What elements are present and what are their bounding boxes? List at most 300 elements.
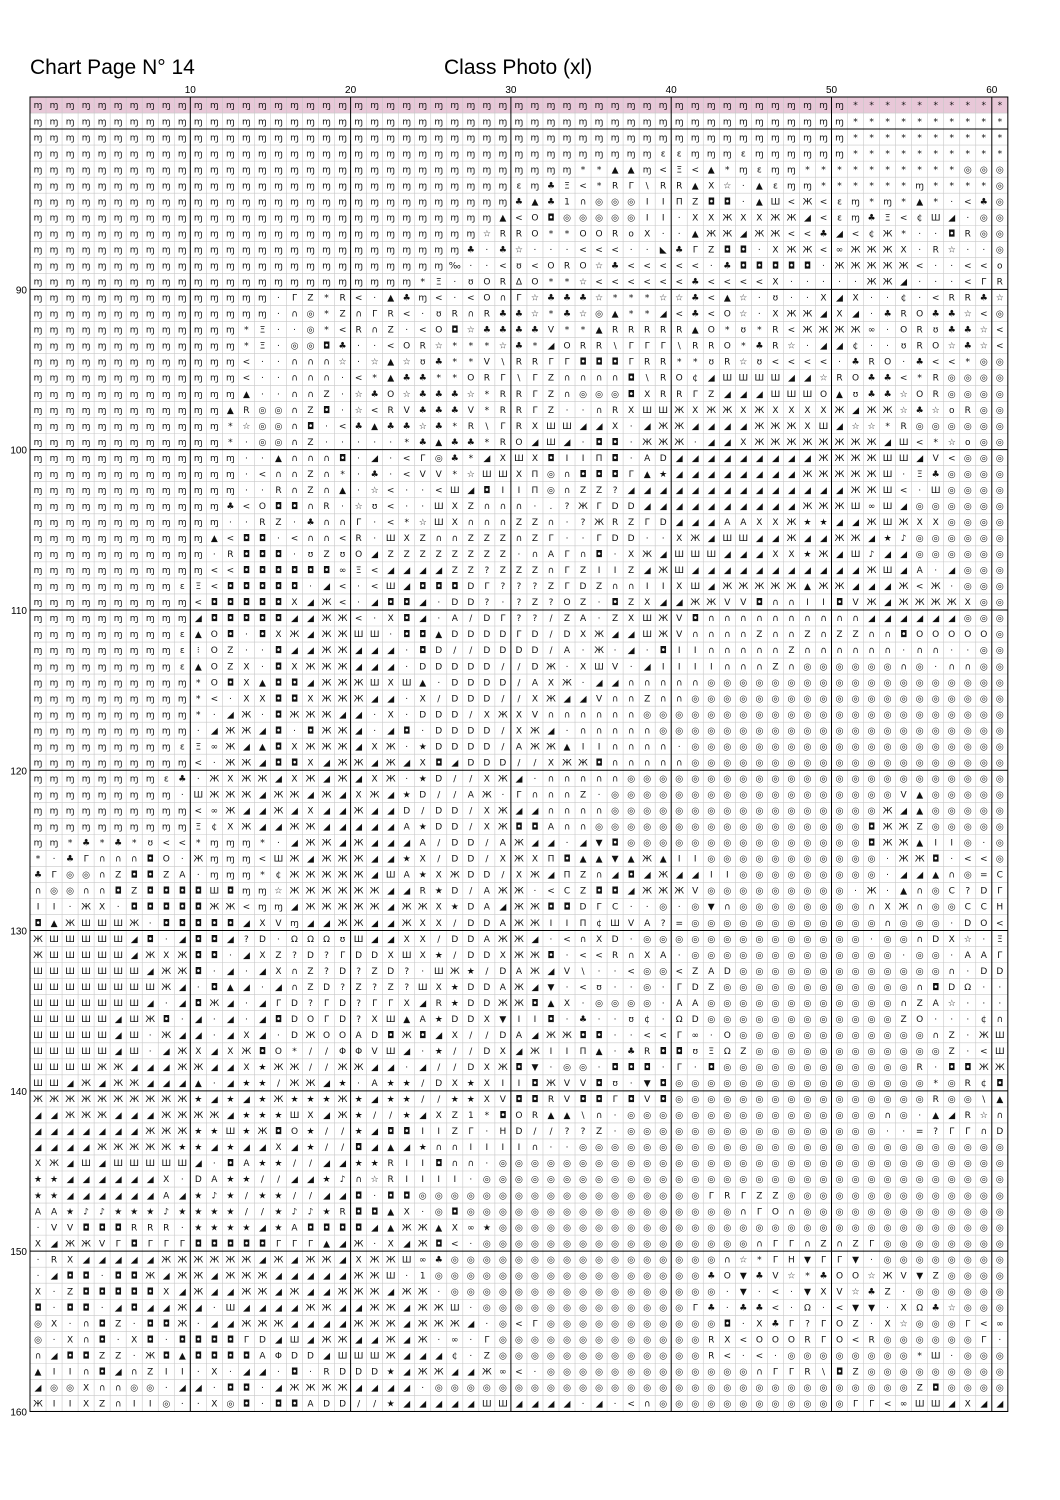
stitch-symbol: · (277, 341, 280, 352)
stitch-symbol: X (547, 678, 555, 689)
stitch-symbol: Ж (321, 902, 332, 913)
stitch-symbol: ♣ (578, 293, 588, 304)
stitch-symbol: ɱ (113, 646, 123, 657)
stitch-symbol: X (499, 453, 506, 464)
stitch-symbol: ◢ (451, 758, 459, 769)
stitch-symbol: ▲ (226, 982, 234, 993)
stitch-symbol: · (261, 662, 264, 673)
stitch-symbol: ◢ (114, 1303, 122, 1314)
stitch-symbol: ◎ (819, 934, 828, 945)
stitch-symbol: ◎ (675, 1367, 684, 1378)
stitch-symbol: · (421, 501, 425, 512)
stitch-symbol: ◢ (66, 1175, 74, 1186)
stitch-symbol: Ш (113, 934, 123, 945)
stitch-symbol: ∩ (804, 1239, 811, 1250)
stitch-symbol: ɱ (97, 309, 107, 320)
stitch-symbol: I (613, 566, 617, 577)
stitch-symbol: ◢ (178, 1383, 186, 1394)
stitch-symbol: ★ (274, 1223, 283, 1234)
stitch-symbol: · (966, 245, 970, 256)
stitch-symbol: ɱ (129, 710, 139, 721)
stitch-symbol: Ш (369, 678, 380, 689)
stitch-symbol: ♣ (771, 1319, 780, 1330)
stitch-symbol: ɱ (81, 245, 91, 256)
stitch-symbol: · (244, 485, 248, 496)
stitch-symbol: R (611, 229, 619, 240)
stitch-symbol: · (180, 790, 184, 801)
stitch-symbol: ☆ (739, 293, 748, 304)
stitch-symbol: ☆ (530, 293, 539, 304)
stitch-symbol: ◘ (675, 1046, 683, 1057)
stitch-symbol: O (916, 630, 924, 641)
stitch-symbol: ◢ (114, 1014, 122, 1025)
stitch-symbol: ▼ (499, 1014, 507, 1025)
stitch-symbol: ɱ (177, 213, 187, 224)
stitch-symbol: ◎ (739, 742, 748, 753)
stitch-symbol: ★ (418, 742, 427, 753)
stitch-symbol: ∩ (563, 373, 571, 384)
stitch-symbol: ◢ (242, 950, 250, 961)
stitch-symbol: \ (982, 1095, 986, 1106)
stitch-symbol: ◎ (851, 710, 860, 721)
stitch-symbol: ɱ (177, 501, 187, 512)
stitch-symbol: ◎ (547, 1303, 555, 1314)
stitch-symbol: ◎ (659, 1159, 668, 1170)
stitch-symbol: ◎ (627, 1127, 636, 1138)
stitch-symbol: ɱ (530, 181, 540, 192)
stitch-symbol: · (405, 325, 409, 336)
stitch-symbol: ◎ (691, 806, 700, 817)
stitch-symbol: ▲ (900, 886, 908, 897)
stitch-symbol: ∩ (820, 630, 827, 641)
stitch-symbol: Ж (818, 437, 829, 448)
stitch-symbol: ◎ (851, 950, 860, 961)
stitch-symbol: Γ (820, 1319, 826, 1330)
stitch-symbol: · (629, 245, 633, 256)
stitch-symbol: ◎ (787, 1383, 796, 1394)
stitch-symbol: X (435, 918, 442, 929)
stitch-symbol: ◎ (867, 982, 876, 993)
stitch-symbol: D (659, 453, 667, 464)
stitch-symbol: X (772, 405, 779, 416)
stitch-symbol: I (517, 1079, 521, 1090)
stitch-symbol: ♣ (546, 197, 556, 208)
stitch-symbol: * (933, 181, 938, 192)
stitch-symbol: ◎ (659, 1255, 668, 1266)
stitch-symbol: Ж (898, 582, 909, 593)
stitch-symbol: ɱ (113, 534, 123, 545)
stitch-symbol: ◢ (194, 1014, 202, 1025)
stitch-symbol: Ж (353, 838, 364, 849)
stitch-symbol: Ж (802, 501, 813, 512)
stitch-symbol: Ж (898, 598, 909, 609)
stitch-symbol: · (645, 646, 649, 657)
stitch-symbol: ◎ (691, 1079, 700, 1090)
stitch-symbol: Ж (81, 1079, 91, 1090)
stitch-symbol: Ш (738, 373, 749, 384)
stitch-symbol: Z (852, 1239, 859, 1250)
stitch-symbol: Ξ (435, 277, 442, 288)
stitch-symbol: * (869, 197, 874, 208)
stitch-symbol: ◢ (403, 1351, 411, 1362)
stitch-symbol: ∩ (932, 1030, 939, 1041)
stitch-symbol: ɱ (338, 101, 347, 112)
stitch-symbol: < (579, 181, 587, 192)
stitch-symbol: Ж (321, 854, 332, 865)
stitch-symbol: ∩ (643, 742, 651, 753)
stitch-symbol: ◘ (194, 950, 202, 961)
stitch-symbol: Ж (305, 822, 316, 833)
stitch-symbol: ◎ (899, 1143, 908, 1154)
stitch-symbol: ◎ (995, 469, 1004, 480)
stitch-symbol: ɱ (434, 245, 444, 256)
stitch-symbol: ★ (418, 870, 427, 881)
stitch-symbol: ɱ (97, 101, 107, 112)
stitch-symbol: ♣ (33, 870, 43, 881)
stitch-symbol: R (660, 373, 667, 384)
stitch-symbol: * (837, 165, 842, 176)
stitch-symbol: Ш (49, 1079, 59, 1090)
stitch-symbol: Z (579, 485, 587, 496)
stitch-symbol: ɱ (193, 101, 203, 112)
stitch-symbol: ◎ (675, 1191, 684, 1202)
stitch-symbol: D (451, 710, 459, 721)
stitch-symbol: R (836, 373, 843, 384)
stitch-symbol: ◎ (883, 1207, 892, 1218)
stitch-symbol: ? (356, 1014, 362, 1025)
stitch-symbol: ɱ (145, 790, 155, 801)
stitch-symbol: ◎ (514, 1191, 523, 1202)
stitch-symbol: ◎ (787, 870, 796, 881)
stitch-symbol: ∩ (435, 1143, 443, 1154)
stitch-symbol: ◎ (867, 774, 876, 785)
stitch-symbol: < (739, 1335, 748, 1346)
stitch-symbol: Ж (706, 598, 717, 609)
stitch-symbol: ☆ (354, 389, 363, 400)
stitch-symbol: ◘ (611, 453, 619, 464)
stitch-symbol: · (421, 1383, 425, 1394)
stitch-symbol: ɱ (145, 213, 155, 224)
stitch-symbol: ɱ (129, 485, 139, 496)
stitch-symbol: * (821, 165, 826, 176)
stitch-symbol: ◘ (146, 870, 154, 881)
stitch-symbol: ◎ (739, 854, 748, 865)
stitch-symbol: Z (451, 1111, 458, 1122)
stitch-symbol: ◎ (514, 1175, 523, 1186)
stitch-symbol: ◘ (579, 1095, 587, 1106)
stitch-symbol: ◎ (867, 1046, 876, 1057)
stitch-symbol: ◎ (643, 1351, 652, 1362)
stitch-symbol: Ξ (564, 181, 570, 192)
stitch-symbol: ∩ (996, 1111, 1004, 1122)
stitch-symbol: Ж (289, 870, 300, 881)
stitch-symbol: R (804, 1367, 811, 1378)
stitch-symbol: Γ (420, 453, 426, 464)
stitch-symbol: ◎ (579, 213, 587, 224)
stitch-symbol: · (709, 261, 713, 272)
stitch-symbol: Ж (866, 886, 877, 897)
stitch-symbol: ◢ (884, 437, 892, 448)
stitch-symbol: Z (916, 1383, 923, 1394)
stitch-symbol: ◎ (514, 1207, 523, 1218)
stitch-symbol: ◢ (242, 1143, 250, 1154)
stitch-symbol: · (485, 1319, 489, 1330)
stitch-symbol: Γ (837, 1255, 843, 1266)
stitch-symbol: ∩ (675, 758, 683, 769)
stitch-symbol: ◎ (434, 1271, 443, 1282)
stitch-symbol: < (643, 261, 651, 272)
stitch-symbol: ◢ (755, 501, 763, 512)
stitch-symbol: I (421, 1159, 425, 1170)
stitch-symbol: ɱ (113, 710, 123, 721)
stitch-symbol: O (723, 1271, 731, 1282)
stitch-symbol: / (469, 806, 473, 817)
stitch-symbol: ɱ (466, 181, 476, 192)
stitch-symbol: ɱ (450, 213, 460, 224)
stitch-symbol: ◎ (643, 806, 652, 817)
stitch-symbol: * (741, 341, 746, 352)
stitch-symbol: ◢ (258, 790, 266, 801)
stitch-symbol: ∩ (114, 854, 122, 865)
stitch-symbol: * (901, 101, 906, 112)
stitch-symbol: ɱ (434, 213, 444, 224)
stitch-symbol: ɱ (161, 790, 171, 801)
stitch-symbol: Ж (866, 485, 877, 496)
stitch-symbol: ◎ (787, 1030, 796, 1041)
stitch-symbol: ɱ (450, 229, 460, 240)
stitch-symbol: D (948, 982, 956, 993)
stitch-symbol: Γ (692, 245, 698, 256)
stitch-symbol: ◎ (547, 1271, 555, 1282)
stitch-symbol: ♣ (707, 1271, 716, 1282)
stitch-symbol: ◎ (643, 1207, 652, 1218)
stitch-symbol: ɱ (290, 101, 299, 112)
stitch-symbol: ◎ (787, 1191, 796, 1202)
stitch-symbol: ◎ (675, 1399, 684, 1410)
stitch-symbol: ∩ (659, 678, 667, 689)
stitch-symbol: ◎ (739, 966, 748, 977)
stitch-symbol: ◎ (611, 197, 620, 208)
stitch-symbol: < (418, 325, 427, 336)
stitch-symbol: / (437, 934, 441, 945)
stitch-symbol: ɱ (161, 726, 171, 737)
stitch-symbol: A (547, 822, 555, 833)
stitch-symbol: ◎ (707, 742, 716, 753)
stitch-symbol: Z (467, 550, 474, 561)
stitch-symbol: O (579, 261, 587, 272)
stitch-symbol: · (244, 646, 248, 657)
stitch-symbol: ◢ (307, 1287, 314, 1298)
stitch-symbol: ★ (402, 1079, 411, 1090)
stitch-symbol: ★ (274, 1191, 283, 1202)
stitch-symbol: Ж (786, 534, 797, 545)
stitch-symbol: Ж (353, 886, 364, 897)
stitch-symbol: ɱ (161, 133, 171, 144)
stitch-symbol: ◎ (979, 694, 988, 705)
stitch-symbol: Ξ (708, 1046, 715, 1057)
stitch-symbol: ∞ (867, 501, 876, 512)
stitch-symbol: ɱ (338, 245, 347, 256)
stitch-symbol: ◢ (323, 774, 331, 785)
stitch-symbol: X (451, 518, 458, 528)
stitch-symbol: · (565, 405, 569, 416)
stitch-symbol: R (900, 421, 907, 432)
stitch-symbol: ◎ (979, 1351, 988, 1362)
stitch-symbol: Z (628, 566, 635, 577)
stitch-symbol: ◎ (835, 1111, 844, 1122)
stitch-symbol: · (661, 998, 665, 1009)
stitch-symbol: / (244, 1207, 248, 1218)
stitch-symbol: ◎ (947, 1255, 956, 1266)
stitch-symbol: ◢ (948, 614, 956, 625)
stitch-symbol: ɱ (161, 550, 171, 561)
stitch-symbol: ɱ (242, 181, 251, 192)
stitch-symbol: ɱ (322, 101, 331, 112)
stitch-symbol: ◢ (739, 421, 747, 432)
stitch-symbol: Ж (417, 1303, 428, 1314)
stitch-symbol: ◘ (114, 1287, 122, 1298)
stitch-symbol: ◎ (835, 1399, 844, 1410)
stitch-symbol: Ж (369, 886, 380, 897)
stitch-symbol: ◎ (947, 1383, 956, 1394)
stitch-symbol: ɱ (49, 550, 59, 561)
stitch-symbol: ◢ (403, 1319, 411, 1330)
stitch-symbol: < (627, 966, 635, 977)
stitch-symbol: ◎ (979, 1255, 988, 1266)
stitch-symbol: ◎ (723, 694, 732, 705)
stitch-symbol: D (467, 854, 475, 865)
stitch-symbol: Z (579, 790, 587, 801)
stitch-symbol: ◎ (995, 197, 1004, 208)
stitch-symbol: ◘ (835, 598, 844, 609)
stitch-symbol: ɱ (177, 405, 187, 416)
stitch-symbol: ◎ (691, 1287, 700, 1298)
stitch-symbol: ɱ (65, 566, 75, 577)
stitch-symbol: ◢ (547, 1399, 555, 1410)
stitch-symbol: ◎ (995, 1255, 1004, 1266)
stitch-symbol: I (934, 838, 938, 849)
stitch-symbol: ◎ (931, 774, 940, 785)
stitch-symbol: ◎ (755, 678, 764, 689)
stitch-symbol: ◎ (659, 934, 668, 945)
stitch-symbol: ◘ (996, 1079, 1004, 1090)
stitch-symbol: ∩ (467, 518, 475, 528)
stitch-symbol: ◎ (899, 1255, 908, 1266)
stitch-symbol: Ж (866, 437, 877, 448)
stitch-symbol: X (964, 598, 971, 609)
stitch-symbol: * (757, 1255, 762, 1266)
stitch-symbol: · (389, 630, 393, 641)
stitch-symbol: ɱ (145, 293, 155, 304)
stitch-symbol: I (68, 1367, 72, 1378)
stitch-symbol: O (531, 213, 539, 224)
stitch-symbol: ▲ (194, 662, 202, 673)
stitch-symbol: D (467, 950, 475, 961)
stitch-symbol: ◎ (803, 742, 812, 753)
stitch-symbol: ɱ (258, 293, 267, 304)
stitch-symbol: ◎ (595, 1223, 603, 1234)
stitch-symbol: · (629, 1030, 633, 1041)
stitch-symbol: ▲ (323, 1239, 331, 1250)
stitch-symbol: R (964, 1079, 971, 1090)
stitch-symbol: ◎ (995, 437, 1004, 448)
stitch-symbol: · (549, 245, 553, 256)
stitch-symbol: ɱ (145, 437, 155, 448)
stitch-symbol: ◎ (739, 998, 748, 1009)
stitch-symbol: ɱ (49, 389, 59, 400)
stitch-symbol: ɱ (177, 758, 187, 769)
stitch-symbol: Ж (482, 1367, 492, 1378)
stitch-symbol: I (645, 197, 649, 208)
stitch-symbol: ◎ (739, 934, 748, 945)
stitch-symbol: ◎ (835, 774, 844, 785)
stitch-symbol: ◘ (210, 1239, 218, 1250)
stitch-symbol: ◘ (274, 1127, 283, 1138)
stitch-symbol: Ж (321, 1383, 332, 1394)
stitch-symbol: ◎ (691, 1095, 700, 1106)
stitch-symbol: ☆ (947, 1303, 956, 1314)
stitch-symbol: ♣ (466, 245, 475, 256)
stitch-symbol: Ж (225, 790, 236, 801)
stitch-symbol: O (916, 1014, 924, 1025)
stitch-symbol: ∩ (868, 902, 875, 913)
stitch-symbol: Ж (353, 870, 364, 881)
stitch-symbol: ◎ (771, 1014, 780, 1025)
stitch-symbol: D (467, 870, 475, 881)
stitch-symbol: ◘ (258, 534, 267, 545)
stitch-symbol: ɱ (386, 149, 396, 160)
stitch-symbol: ɱ (129, 357, 139, 368)
stitch-symbol: ɱ (81, 117, 91, 128)
stitch-symbol: R (932, 389, 939, 400)
stitch-symbol: ◘ (948, 1063, 956, 1074)
stitch-symbol: · (164, 998, 168, 1009)
stitch-symbol: R (627, 325, 635, 336)
stitch-symbol: ▲ (403, 1014, 411, 1025)
stitch-symbol: ɱ (97, 694, 107, 705)
stitch-symbol: ∩ (772, 630, 779, 641)
stitch-symbol: < (370, 566, 379, 577)
stitch-symbol: Ж (369, 790, 380, 801)
stitch-symbol: D (483, 758, 491, 769)
stitch-symbol: ◎ (691, 742, 700, 753)
stitch-symbol: I (52, 902, 56, 913)
stitch-symbol: I (501, 485, 505, 496)
stitch-symbol: < (290, 534, 299, 545)
stitch-symbol: Ш (722, 373, 733, 384)
stitch-symbol: ɱ (33, 229, 43, 240)
stitch-symbol: ɱ (498, 117, 508, 128)
stitch-symbol: ɱ (610, 117, 620, 128)
stitch-symbol: ◎ (771, 838, 780, 849)
stitch-symbol: ▲ (178, 1351, 186, 1362)
stitch-symbol: * (933, 101, 938, 112)
stitch-symbol: ɱ (161, 598, 171, 609)
stitch-symbol: < (338, 325, 347, 336)
stitch-symbol: / (341, 1127, 345, 1138)
stitch-symbol: · (886, 1303, 890, 1314)
stitch-symbol: ◎ (707, 790, 716, 801)
stitch-symbol: ◢ (371, 550, 379, 561)
stitch-symbol: ɱ (530, 149, 540, 160)
stitch-symbol: ◎ (611, 1207, 620, 1218)
stitch-symbol: ɱ (546, 133, 556, 144)
stitch-symbol: ◎ (835, 1127, 844, 1138)
stitch-symbol: ◎ (995, 405, 1004, 416)
stitch-symbol: Γ (965, 1127, 971, 1138)
stitch-symbol: ◢ (178, 1030, 186, 1041)
stitch-symbol: Ш (289, 1111, 300, 1122)
